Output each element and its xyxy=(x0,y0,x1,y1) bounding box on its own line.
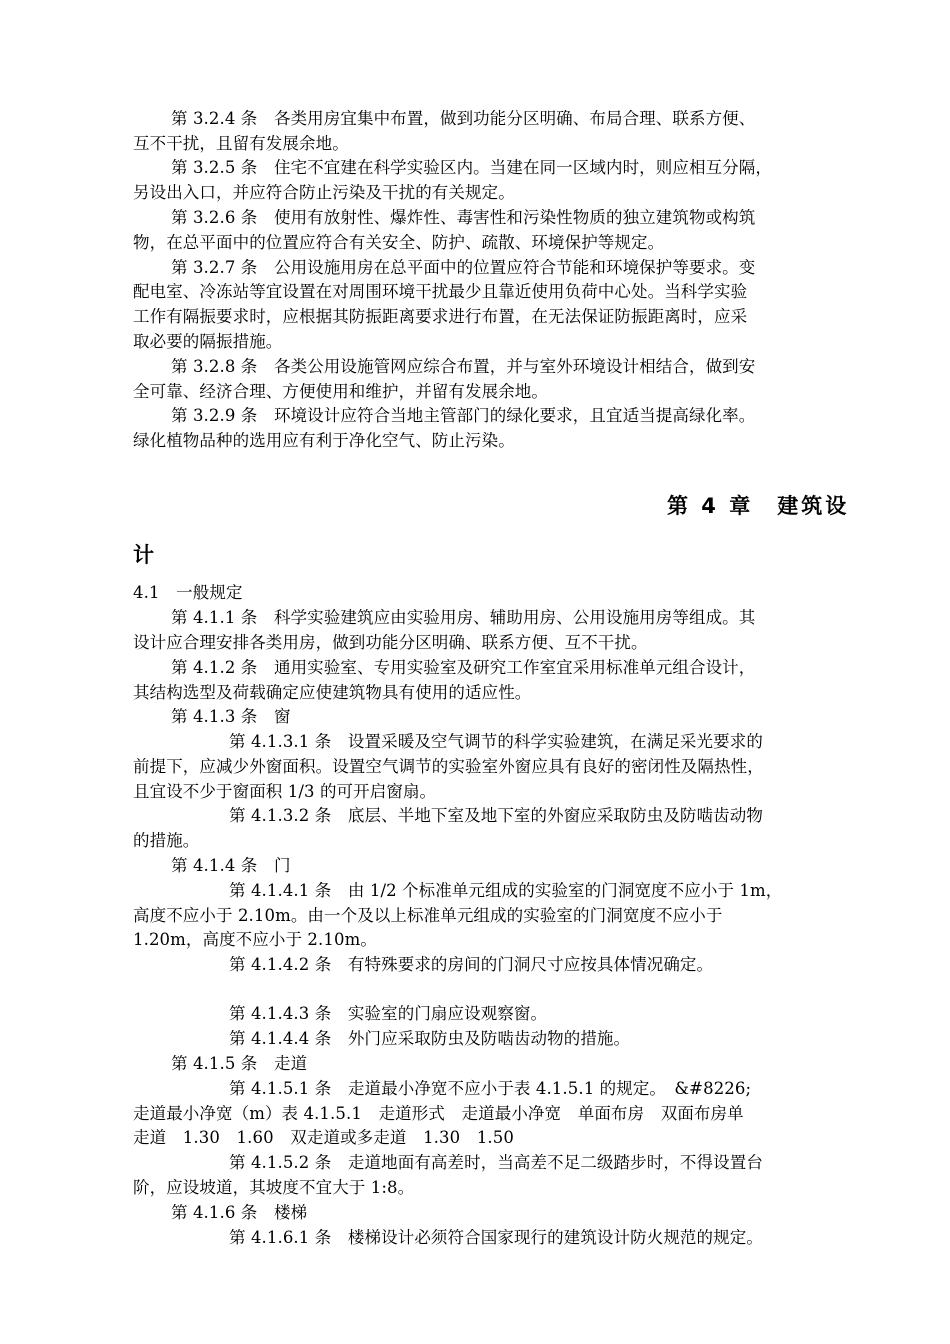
clause-3-2-6-line-1: 第 3.2.6 条 使用有放射性、爆炸性、毒害性和污染性物质的独立建筑物或构筑 xyxy=(171,208,756,227)
clause-4-1-4-2-line-1: 第 4.1.4.2 条 有特殊要求的房间的门洞尺寸应按具体情况确定。 xyxy=(229,955,714,974)
clause-4-1-5-1-table-line-2: 走道 1.30 1.60 双走道或多走道 1.30 1.50 xyxy=(133,1128,514,1147)
clause-3-2-7-line-3: 工作有隔振要求时，应根据其防振距离要求进行布置，在无法保证防振距离时，应采 xyxy=(133,307,748,326)
clause-4-1-2-line-1: 第 4.1.2 条 通用实验室、专用实验室及研究工作室宜采用标准单元组合设计， xyxy=(171,658,756,677)
clause-4-1-6-1-line-1: 第 4.1.6.1 条 楼梯设计必须符合国家现行的建筑设计防火规范的规定。 xyxy=(229,1228,763,1247)
clause-4-1-4-4-line-1: 第 4.1.4.4 条 外门应采取防虫及防啮齿动物的措施。 xyxy=(229,1029,631,1048)
clause-3-2-7-line-1: 第 3.2.7 条 公用设施用房在总平面中的位置应符合节能和环境保护等要求。变 xyxy=(171,258,756,277)
clause-4-1-2-line-2: 其结构选型及荷载确定应使建筑物具有使用的适应性。 xyxy=(133,683,532,702)
section-heading: 4.1 一般规定 xyxy=(133,583,243,602)
clause-4-1-3-1-line-2: 前提下，应减少外窗面积。设置空气调节的实验室外窗应具有良好的密闭性及隔热性， xyxy=(133,757,764,776)
clause-3-2-4-line-1: 第 3.2.4 条 各类用房宜集中布置，做到功能分区明确、布局合理、联系方便、 xyxy=(171,109,756,128)
clause-3-2-7-line-2: 配电室、冷冻站等宜设置在对周围环境干扰最少且靠近使用负荷中心处。当科学实验 xyxy=(133,282,748,301)
chapter-heading: 第 4 章 建筑设 xyxy=(667,494,850,518)
clause-3-2-8-line-1: 第 3.2.8 条 各类公用设施管网应综合布置，并与室外环境设计相结合，做到安 xyxy=(171,357,756,376)
clause-4-1-5-1-table-line-1: 走道最小净宽（m）表 4.1.5.1 走道形式 走道最小净宽 单面布房 双面布房单 xyxy=(133,1104,744,1123)
clause-3-2-8-line-2: 全可靠、经济合理、方便使用和维护，并留有发展余地。 xyxy=(133,382,548,401)
clause-4-1-3-2-line-2: 的措施。 xyxy=(133,831,200,850)
clause-4-1-3-heading: 第 4.1.3 条 窗 xyxy=(171,707,291,726)
chapter-heading-wrap: 计 xyxy=(133,543,157,567)
clause-4-1-5-1-line-1: 第 4.1.5.1 条 走道最小净宽不应小于表 4.1.5.1 的规定。 &#8226; xyxy=(229,1079,752,1098)
clause-4-1-6-heading: 第 4.1.6 条 楼梯 xyxy=(171,1203,308,1222)
clause-3-2-9-line-2: 绿化植物品种的选用应有利于净化空气、防止污染。 xyxy=(133,431,515,450)
clause-4-1-3-2-line-1: 第 4.1.3.2 条 底层、半地下室及地下室的外窗应采取防虫及防啮齿动物 xyxy=(229,806,763,825)
clause-4-1-4-heading: 第 4.1.4 条 门 xyxy=(171,856,291,875)
clause-4-1-5-2-line-2: 阶，应设坡道，其坡度不宜大于 1:8。 xyxy=(133,1178,415,1197)
clause-3-2-7-line-4: 取必要的隔振措施。 xyxy=(133,332,283,351)
clause-3-2-9-line-1: 第 3.2.9 条 环境设计应符合当地主管部门的绿化要求，且宜适当提高绿化率。 xyxy=(171,406,756,425)
clause-3-2-6-line-2: 物，在总平面中的位置应符合有关安全、防护、疏散、环境保护等规定。 xyxy=(133,233,665,252)
clause-4-1-4-3-line-1: 第 4.1.4.3 条 实验室的门扇应设观察窗。 xyxy=(229,1004,548,1023)
clause-4-1-5-2-line-1: 第 4.1.5.2 条 走道地面有高差时，当高差不足二级踏步时，不得设置台 xyxy=(229,1153,763,1172)
clause-4-1-4-1-line-3: 1.20m，高度不应小于 2.10m。 xyxy=(133,930,377,949)
clause-3-2-5-line-1: 第 3.2.5 条 住宅不宜建在科学实验区内。当建在同一区域内时，则应相互分隔， xyxy=(171,158,772,177)
clause-3-2-5-line-2: 另设出入口，并应符合防止污染及干扰的有关规定。 xyxy=(133,183,515,202)
clause-4-1-4-1-line-1: 第 4.1.4.1 条 由 1/2 个标准单元组成的实验室的门洞宽度不应小于 1m， xyxy=(229,881,783,900)
clause-3-2-4-line-2: 互不干扰，且留有发展余地。 xyxy=(133,134,349,153)
clause-4-1-1-line-1: 第 4.1.1 条 科学实验建筑应由实验用房、辅助用房、公用设施用房等组成。其 xyxy=(171,608,756,627)
clause-4-1-3-1-line-1: 第 4.1.3.1 条 设置采暖及空气调节的科学实验建筑，在满足采光要求的 xyxy=(229,732,763,751)
clause-4-1-4-1-line-2: 高度不应小于 2.10m。由一个及以上标准单元组成的实验室的门洞宽度不应小于 xyxy=(133,906,723,925)
clause-4-1-1-line-2: 设计应合理安排各类用房，做到功能分区明确、联系方便、互不干扰。 xyxy=(133,633,648,652)
clause-4-1-3-1-line-3: 且宜设不少于窗面积 1/3 的可开启窗扇。 xyxy=(133,782,437,801)
clause-4-1-5-heading: 第 4.1.5 条 走道 xyxy=(171,1054,308,1073)
